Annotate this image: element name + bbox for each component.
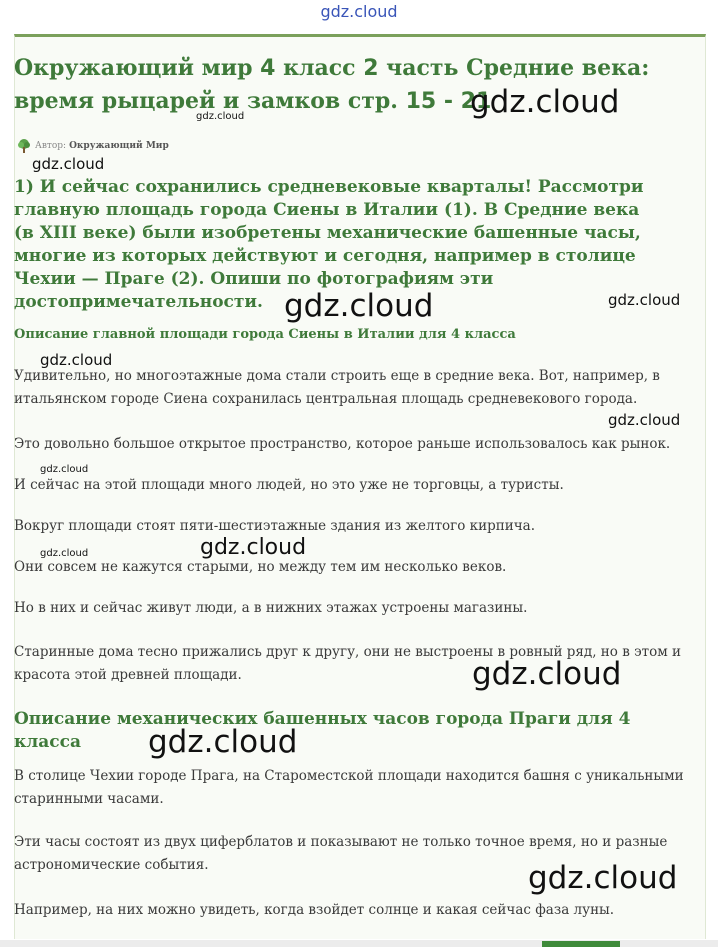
watermark-text: gdz.cloud xyxy=(608,291,681,309)
section1-paragraph: Они совсем не кажутся старыми, но между тем им несколько веков. xyxy=(14,559,507,575)
watermark-text: gdz.cloud xyxy=(200,535,307,560)
watermark-text: gdz.cloud xyxy=(284,288,434,324)
watermark-text: gdz.cloud xyxy=(148,724,298,760)
title-text-3: часть Средние века: время рыцарей и замков стр. xyxy=(14,55,650,114)
section2-paragraph: В столице Чехии городе Прага, на Староместской площади находится башня с уникальными старинными часами. xyxy=(14,768,684,807)
section1-paragraph: Удивительно, но многоэтажные дома стали строить еще в средние века. Вот, например, в итальянском городе Сиена сохранилась центральная площадь средневекового города. xyxy=(14,368,660,407)
title-pages: 15 - 21 xyxy=(405,89,492,114)
title-grade: 4 xyxy=(260,56,276,81)
watermark-text: gdz.cloud xyxy=(40,351,113,369)
watermark-text: gdz.cloud xyxy=(608,411,681,429)
site-brand-link[interactable]: gdz.cloud xyxy=(320,2,398,21)
section1-paragraph: Но в них и сейчас живут люди, а в нижних этажах устроены магазины. xyxy=(14,600,528,616)
section1-paragraph: И сейчас на этой площади много людей, но это уже не торговцы, а туристы. xyxy=(14,477,564,493)
section2-paragraph: Эти часы состоят из двух циферблатов и показывают не только точное время, но и разные астрономические события. xyxy=(14,834,668,873)
author-name[interactable]: Окружающий Мир xyxy=(69,141,169,151)
author-line xyxy=(16,138,169,154)
watermark-text: gdz.cloud xyxy=(32,155,105,173)
question-heading: 1) И сейчас сохранились средневековые кварталы! Рассмотри главную площадь города Сиены в Италии (1). В Средние века (в XIII веке) были изобретены механические башенные часы, многие из которых действуют и сегодня, например в столице Чехии — Праге (2). Опиши по фотографиям эти достопримечательности. xyxy=(14,177,644,312)
title-text-1: Окружающий мир xyxy=(14,55,261,81)
watermark-text: gdz.cloud xyxy=(470,84,620,120)
author-label: Автор: xyxy=(35,141,67,151)
watermark-text: gdz.cloud xyxy=(40,464,89,475)
watermark-text: gdz.cloud xyxy=(472,656,622,692)
title-part: 2 xyxy=(363,56,379,81)
section1-paragraph: Старинные дома тесно прижались друг к другу, они не выстроены в ровный ряд, но в этом и красота этой древней площади. xyxy=(14,644,682,683)
section2-paragraph: Например, на них можно увидеть, когда взойдет солнце и какая сейчас фаза луны. xyxy=(14,902,615,918)
watermark-text: gdz.cloud xyxy=(196,111,245,122)
watermark-text: gdz.cloud xyxy=(528,860,678,896)
section1-heading: Описание главной площади города Сиены в Италии для 4 класса xyxy=(14,327,516,342)
section1-paragraph: Вокруг площади стоят пяти-шестиэтажные здания из желтого кирпича. xyxy=(14,518,535,534)
section2-heading: Описание механических башенных часов города Праги для 4 класса xyxy=(14,709,631,752)
watermark-text: gdz.cloud xyxy=(40,548,89,559)
bottom-action-button[interactable] xyxy=(542,941,620,947)
title-text-2: класс xyxy=(275,55,364,81)
tree-icon xyxy=(16,138,32,154)
section1-paragraph: Это довольно большое открытое пространство, которое раньше использовалось как рынок. xyxy=(14,436,671,452)
